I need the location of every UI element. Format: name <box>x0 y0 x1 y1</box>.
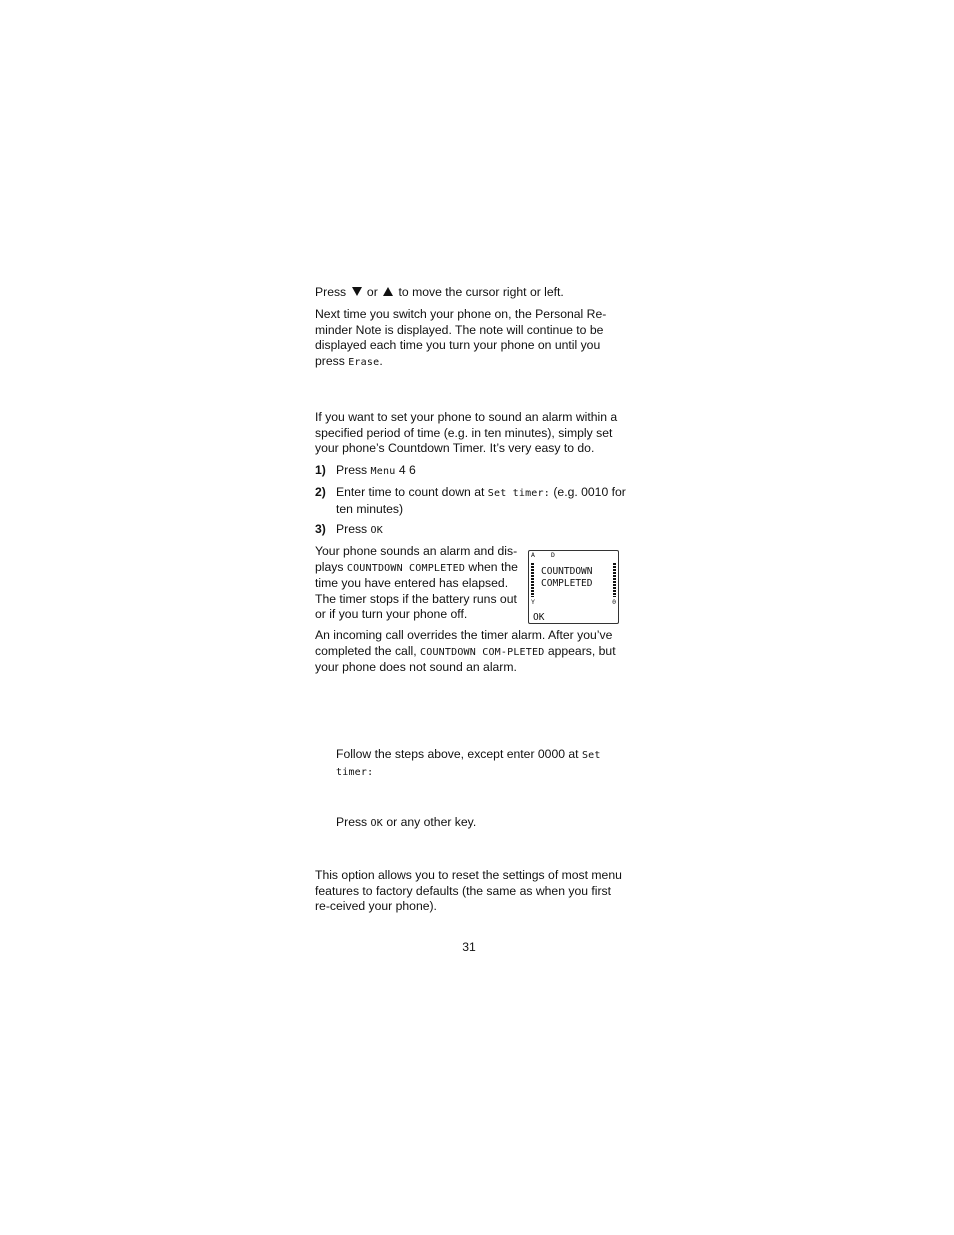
page-number: 31 <box>462 940 476 954</box>
reminder-note-paragraph <box>315 307 627 370</box>
triangle-up-icon <box>383 287 393 296</box>
step-text: Press OK <box>336 522 383 536</box>
text-segment: to move the cursor right or left. <box>395 285 564 299</box>
battery-level-bar <box>613 563 616 597</box>
text-segment: . <box>379 353 383 368</box>
display-line-1: COUNTDOWN <box>541 566 593 577</box>
reset-settings-paragraph: This option allows you to reset the settings of most menu features to factory defaults (the same as when you first re-ceived your phone). <box>315 868 622 914</box>
ok-key-label: OK <box>370 818 383 829</box>
digital-indicator: D <box>551 551 555 559</box>
display-softkey-ok: OK <box>533 612 545 623</box>
ok-key-label: OK <box>370 525 383 536</box>
step-text: Enter time to count down at Set timer: (e.g. 0010 for ten minutes) <box>336 485 626 516</box>
display-line-2: COMPLETED <box>541 578 593 589</box>
incoming-call-paragraph: An incoming call overrides the timer alarm. After you’ve completed the call, COUNTDOWN COM-PLETED appears, but your phone does not sound an alarm. <box>315 628 616 675</box>
countdown-intro-paragraph: If you want to set your phone to sound an alarm within a specified period of time (e.g. in ten minutes), simply set your phone’s Countdown Timer. It’s very easy to do. <box>315 410 618 456</box>
signal-indicator: A <box>531 551 535 559</box>
signal-indicator-bottom: Y <box>531 598 535 606</box>
dismiss-alarm-paragraph: Press OK or any other key. <box>336 815 477 829</box>
alarm-paragraph: Your phone sounds an alarm and dis-plays COUNTDOWN COMPLETED when the time you have entered has elapsed. The timer stops if the battery runs out or if you turn your phone off. <box>315 544 518 622</box>
step-text: Press Menu 4 6 <box>336 463 416 477</box>
phone-display-illustration <box>528 550 619 624</box>
set-timer-label: Set timer: <box>336 750 601 778</box>
menu-key-label: Menu <box>370 466 396 477</box>
stop-timer-paragraph: Follow the steps above, except enter 0000 at Set timer: <box>336 747 601 778</box>
text-segment: Press <box>315 285 350 299</box>
step-number: 3) <box>315 522 326 536</box>
step-number: 2) <box>315 485 326 499</box>
erase-key-label: Erase <box>348 356 380 368</box>
text-segment: or <box>363 285 382 299</box>
countdown-completed-label: COUNTDOWN COMPLETED <box>346 562 466 574</box>
cursor-instruction <box>315 285 627 301</box>
triangle-down-icon <box>352 287 362 296</box>
countdown-completed-label: COUNTDOWN COM-PLETED <box>420 646 545 658</box>
step-number: 1) <box>315 463 326 477</box>
signal-strength-bar <box>531 563 534 597</box>
set-timer-label: Set timer: <box>487 488 550 499</box>
text-segment: Next time you switch your phone on, the Personal Re-minder Note is displayed. The note will continue to be displayed each time you turn your phone on until you press <box>315 307 607 368</box>
battery-indicator-bottom: 0 <box>612 598 616 606</box>
